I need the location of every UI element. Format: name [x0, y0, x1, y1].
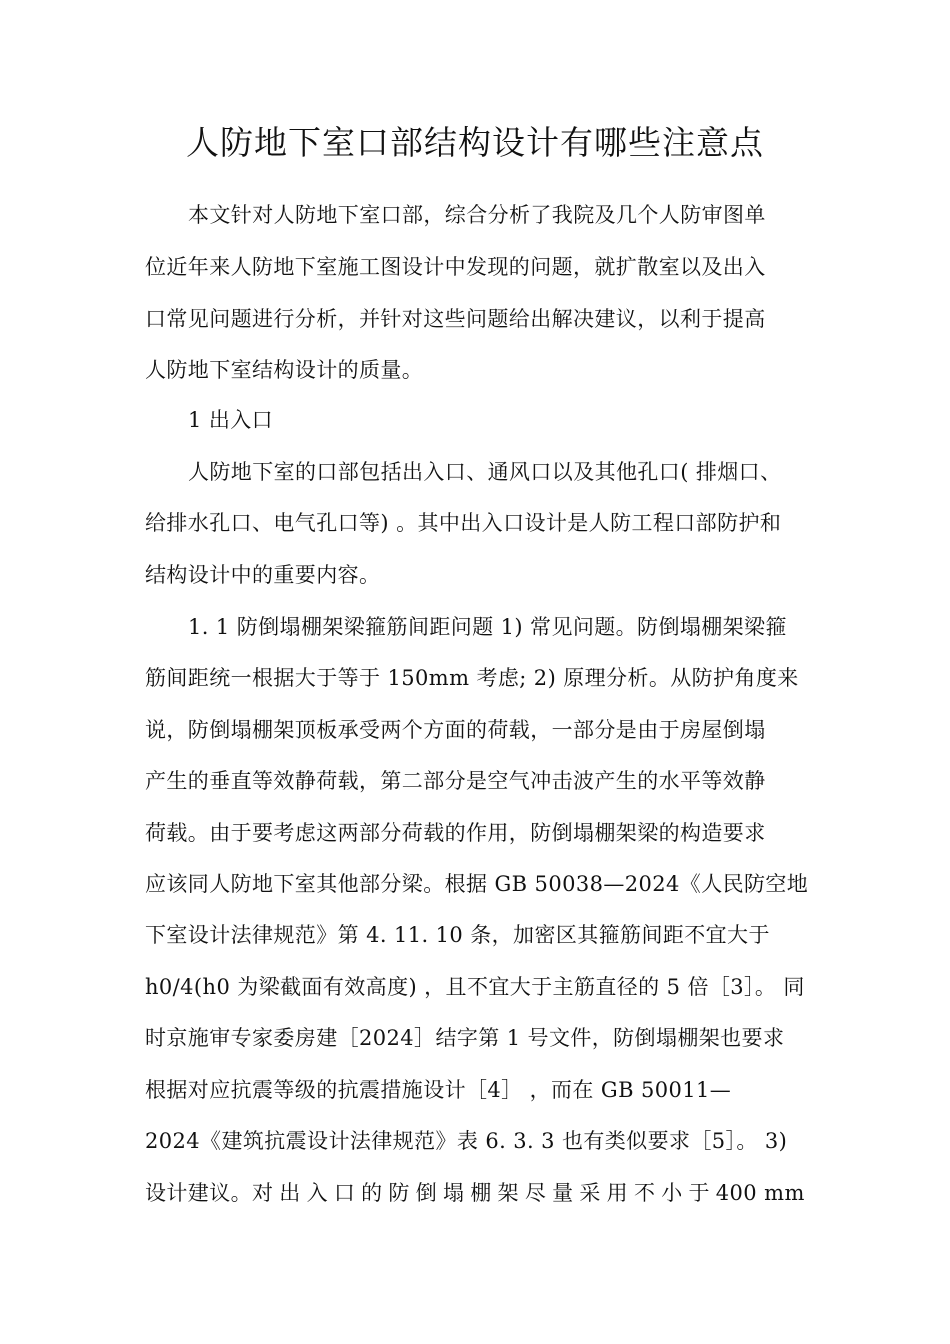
paragraph-line: 荷载。由于要考虑这两部分荷载的作用，防倒塌棚架梁的构造要求	[145, 821, 766, 845]
word: 不	[633, 1181, 656, 1205]
word: 400 mm	[715, 1181, 805, 1205]
paragraph-line: 1. 1 防倒塌棚架梁箍筋间距问题 1) 常见问题。防倒塌棚架梁箍	[188, 615, 787, 639]
paragraph-line: h0/4(h0 为梁截面有效高度) ，且不宜大于主筋直径的 5 倍［3］。 同	[145, 975, 805, 999]
paragraph-line: 说，防倒塌棚架顶板承受两个方面的荷载，一部分是由于房屋倒塌	[145, 718, 766, 742]
paragraph-line: 应该同人防地下室其他部分梁。根据 GB 50038—2024《人民防空地	[145, 872, 809, 896]
word: 架	[497, 1181, 519, 1205]
paragraph-line: 产生的垂直等效静荷载，第二部分是空气冲击波产生的水平等效静	[145, 769, 766, 793]
word: 采	[579, 1181, 601, 1205]
word: 小	[661, 1181, 683, 1205]
word: 量	[552, 1181, 574, 1205]
word: 入	[306, 1181, 328, 1205]
paragraph-line: 根据对应抗震等级的抗震措施设计［4］ ，而在 GB 50011—	[145, 1078, 732, 1102]
word: 塌	[442, 1181, 465, 1205]
word: 棚	[470, 1181, 492, 1205]
paragraph-line: 口常见问题进行分析，并针对这些问题给出解决建议，以利于提高	[145, 307, 766, 331]
paragraph-line: 2024《建筑抗震设计法律规范》表 6. 3. 3 也有类似要求［5］。 3)	[145, 1129, 788, 1153]
paragraph-line: 时京施审专家委房建［2024］结字第 1 号文件，防倒塌棚架也要求	[145, 1026, 785, 1050]
word: 倒	[415, 1181, 438, 1205]
word: 尽	[524, 1181, 547, 1205]
word: 防	[388, 1181, 410, 1205]
paragraph-line: 筋间距统一根据大于等于 150mm 考虑; 2) 原理分析。从防护角度来	[145, 666, 799, 690]
section-heading: 1 出入口	[188, 408, 274, 432]
document-title: 人防地下室口部结构设计有哪些注意点	[186, 123, 764, 162]
word: 出	[279, 1181, 301, 1205]
paragraph-line: 结构设计中的重要内容。	[145, 563, 381, 587]
paragraph-line: 位近年来人防地下室施工图设计中发现的问题，就扩散室以及出入	[145, 255, 766, 279]
word: 于	[688, 1181, 710, 1205]
word: 用	[606, 1181, 629, 1205]
word: 设计建议。对	[145, 1181, 274, 1205]
paragraph-line: 给排水孔口、电气孔口等) 。其中出入口设计是人防工程口部防护和	[145, 511, 782, 535]
paragraph-line: 人防地下室结构设计的质量。	[145, 358, 424, 382]
paragraph-line: 下室设计法律规范》第 4. 11. 10 条，加密区其箍筋间距不宜大于	[145, 923, 770, 947]
paragraph-line: 本文针对人防地下室口部，综合分析了我院及几个人防审图单	[188, 203, 766, 227]
word: 的	[361, 1181, 383, 1205]
paragraph-line-justified	[145, 1178, 805, 1208]
word: 口	[333, 1181, 356, 1205]
paragraph-line: 人防地下室的口部包括出入口、通风口以及其他孔口( 排烟口、	[188, 460, 782, 484]
